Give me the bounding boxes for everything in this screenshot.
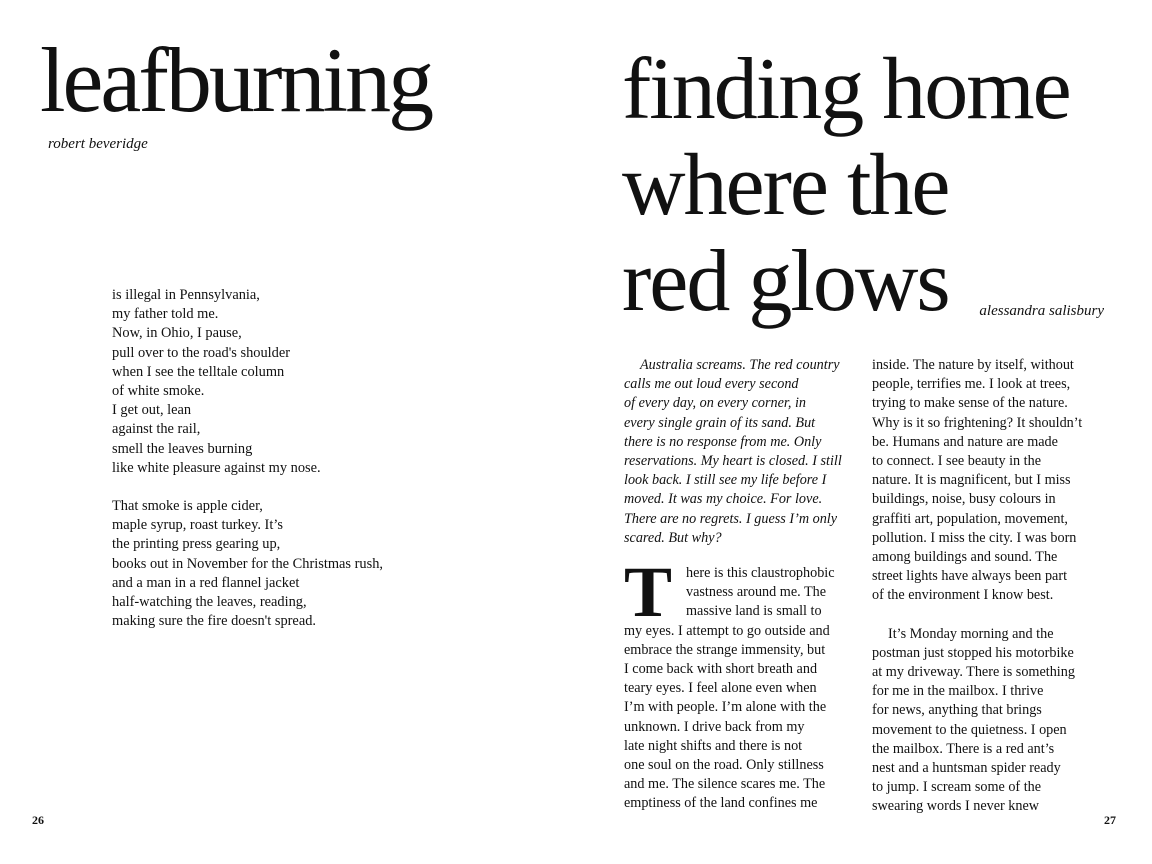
text-line: of the environment I know best. bbox=[872, 587, 1054, 604]
text-line: the mailbox. There is a red ant’s bbox=[872, 740, 1055, 757]
text-line: late night shifts and there is not bbox=[624, 737, 803, 754]
text-line: of every day, on every corner, in bbox=[624, 395, 807, 412]
page-number-right: 27 bbox=[1104, 813, 1116, 827]
text-line: half-watching the leaves, reading, bbox=[112, 594, 307, 611]
text-line: is illegal in Pennsylvania, bbox=[112, 287, 260, 303]
text-line: moved. It was my choice. For love. bbox=[624, 491, 823, 508]
text-line: to jump. I scream some of the bbox=[872, 779, 1042, 796]
essay-column-1 bbox=[624, 356, 860, 814]
essay-author: alessandra salisbury bbox=[979, 303, 1104, 319]
text-line: buildings, noise, busy colours in bbox=[872, 491, 1056, 508]
text-line: swearing words I never knew bbox=[872, 798, 1040, 815]
text-line: embrace the strange immensity, but bbox=[624, 641, 826, 658]
text-line: calls me out loud every second bbox=[624, 376, 799, 393]
text-line: at my driveway. There is something bbox=[872, 664, 1075, 681]
text-line: pollution. I miss the city. I was born bbox=[872, 529, 1077, 546]
text-line: Australia screams. The red country bbox=[640, 357, 840, 373]
text-line: to connect. I see beauty in the bbox=[872, 453, 1042, 470]
text-line: nature. It is magnificent, but I miss bbox=[872, 472, 1071, 489]
text-line: I get out, lean bbox=[112, 402, 192, 419]
text-line: one soul on the road. Only stillness bbox=[624, 757, 824, 774]
text-line: It’s Monday morning and the bbox=[888, 625, 1054, 642]
text-line: nest and a huntsman spider ready bbox=[872, 760, 1061, 777]
text-line: Why is it so frightening? It shouldn’t bbox=[872, 414, 1083, 431]
text-line: my eyes. I attempt to go outside and bbox=[624, 622, 830, 639]
text-line: when I see the telltale column bbox=[112, 363, 285, 380]
essay-title bbox=[622, 42, 1070, 330]
essay-column-2 bbox=[872, 356, 1112, 817]
page-number-left: 26 bbox=[32, 813, 44, 827]
text-line: movement to the quietness. I open bbox=[872, 721, 1067, 738]
poem-author: robert beveridge bbox=[48, 136, 148, 152]
text-line: street lights have always been part bbox=[872, 568, 1068, 585]
text-line: like white pleasure against my nose. bbox=[112, 459, 321, 476]
text-line: vastness around me. The bbox=[686, 584, 827, 601]
text-line: look back. I still see my life before I bbox=[624, 472, 827, 489]
text-line: for news, anything that brings bbox=[872, 702, 1042, 719]
text-line: finding home bbox=[622, 41, 1070, 138]
text-line: unknown. I drive back from my bbox=[624, 718, 805, 735]
text-line: people, terrifies me. I look at trees, bbox=[872, 376, 1071, 393]
poem-stanza bbox=[112, 497, 383, 631]
essay-intro bbox=[624, 356, 860, 548]
text-line: That smoke is apple cider, bbox=[112, 498, 263, 515]
essay-column-1-lines bbox=[624, 622, 860, 814]
text-line: I come back with short breath and bbox=[624, 661, 818, 678]
text-line: for me in the mailbox. I thrive bbox=[872, 683, 1044, 700]
drop-cap: T bbox=[624, 552, 673, 633]
text-line: among buildings and sound. The bbox=[872, 549, 1058, 566]
text-line: where the bbox=[622, 137, 949, 234]
text-line: making sure the fire doesn't spread. bbox=[112, 613, 316, 630]
text-line: Now, in Ohio, I pause, bbox=[112, 325, 242, 342]
text-line: pull over to the road's shoulder bbox=[112, 344, 291, 361]
text-line: against the rail, bbox=[112, 421, 201, 438]
essay-paragraph bbox=[872, 356, 1112, 606]
text-line: books out in November for the Christmas rush, bbox=[112, 555, 383, 572]
poem-stanza bbox=[112, 286, 383, 478]
text-line: of white smoke. bbox=[112, 383, 205, 400]
essay-body-start bbox=[624, 552, 860, 814]
text-line: massive land is small to bbox=[686, 603, 822, 620]
text-line: there is no response from me. Only bbox=[624, 433, 822, 450]
text-line: trying to make sense of the nature. bbox=[872, 395, 1068, 412]
text-line: graffiti art, population, movement, bbox=[872, 510, 1068, 527]
text-line: maple syrup, roast turkey. It’s bbox=[112, 517, 283, 534]
text-line: smell the leaves burning bbox=[112, 440, 253, 457]
text-line: and a man in a red flannel jacket bbox=[112, 574, 300, 591]
text-line: scared. But why? bbox=[624, 529, 722, 546]
text-line: and me. The silence scares me. The bbox=[624, 776, 826, 793]
text-line: my father told me. bbox=[112, 306, 219, 323]
text-line: teary eyes. I feel alone even when bbox=[624, 680, 817, 697]
essay-paragraph bbox=[872, 625, 1112, 817]
text-line: inside. The nature by itself, without bbox=[872, 357, 1074, 373]
text-line: reservations. My heart is closed. I still bbox=[624, 453, 842, 470]
text-line: postman just stopped his motorbike bbox=[872, 644, 1074, 661]
poem-body bbox=[112, 286, 383, 650]
text-line: the printing press gearing up, bbox=[112, 536, 281, 553]
text-line: emptiness of the land confines me bbox=[624, 795, 818, 812]
text-line: be. Humans and nature are made bbox=[872, 433, 1058, 450]
text-line: red glows bbox=[622, 233, 949, 330]
text-line: There are no regrets. I guess I’m only bbox=[624, 510, 838, 527]
text-line: every single grain of its sand. But bbox=[624, 414, 816, 431]
text-line: I’m with people. I’m alone with the bbox=[624, 699, 827, 716]
poem-title: leafburning bbox=[40, 29, 432, 131]
text-line: here is this claustrophobic bbox=[686, 565, 835, 582]
